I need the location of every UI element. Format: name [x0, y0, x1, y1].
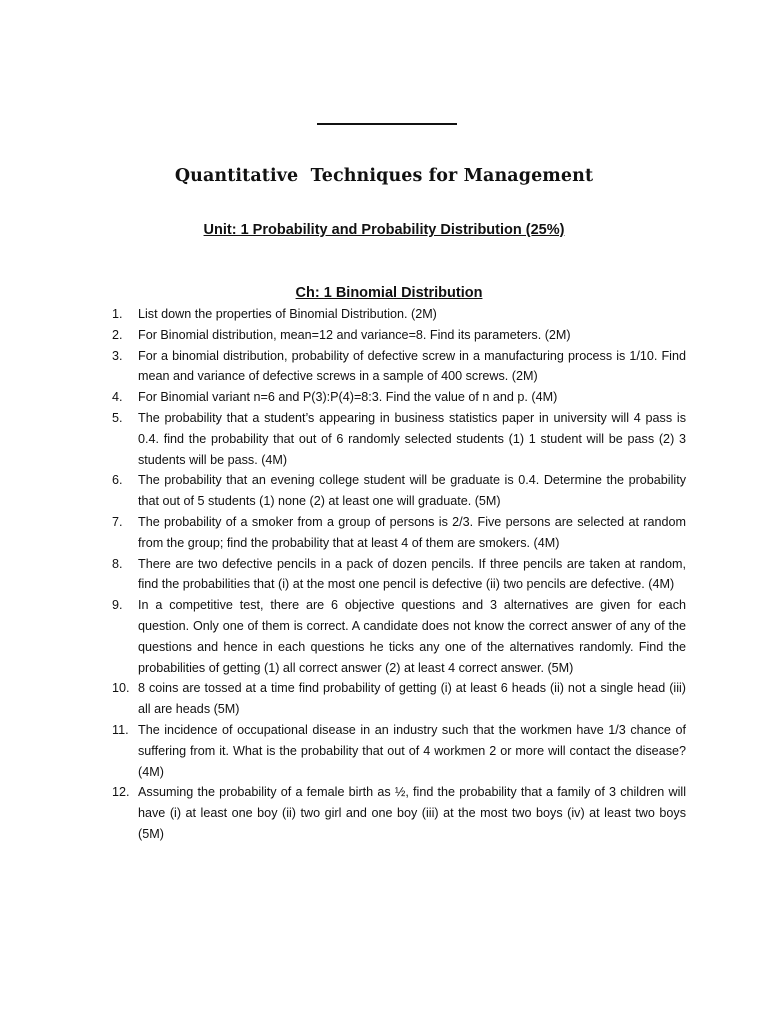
question-item [112, 678, 686, 720]
question-text: The probability that an evening college student will be graduate is 0.4. Determine the probability that out of 5 students (1) none (2) at least one will graduate. (5M) [138, 473, 686, 509]
question-number: 1. [112, 307, 123, 321]
question-text: In a competitive test, there are 6 objective questions and 3 alternatives are given for each question. Only one of them is correct. A candidate does not know the correct answer of any of the questions and hence in each questions he ticks any one of the alternatives randomly. Find the probabilities of getting (1) all correct answer (2) at least 4 correct answer. (5M) [138, 598, 686, 675]
question-text: The probability of a smoker from a group of persons is 2/3. Five persons are selected at random from the group; find the probability that at least 4 of them are smokers. (4M) [138, 514, 686, 550]
question-number: 6. [112, 473, 123, 488]
question-text: The probability that a student’s appearing in business statistics paper in university will 4 pass is 0.4. find the probability that out of 6 randomly selected students (1) 1 student will be pass (2) 3 students will be pass. (4M) [138, 410, 686, 467]
question-item [112, 325, 686, 346]
question-number: 10. [112, 681, 130, 696]
question-item [112, 782, 686, 844]
question-item [112, 595, 686, 678]
question-number: 7. [112, 514, 123, 529]
question-text: 8 coins are tossed at a time find probability of getting (i) at least 6 heads (ii) not a single head (iii) all are heads (5M) [138, 681, 686, 717]
question-text: Assuming the probability of a female birth as ½, find the probability that a family of 3 children will have (i) at least one boy (ii) two girl and one boy (iii) at the most two boys (iv) at least two boys (5M) [138, 785, 686, 841]
question-item [112, 470, 686, 512]
chapter-heading: Ch: 1 Binomial Distribution [295, 285, 483, 301]
question-item [112, 512, 686, 554]
question-number: 12. [112, 785, 130, 800]
question-number: 11. [112, 722, 129, 737]
question-item [112, 554, 686, 596]
question-item [112, 346, 686, 388]
question-item [112, 304, 686, 325]
question-text: For a binomial distribution, probability of defective screw in a manufacturing process is 1/10. Find mean and variance of defective screws in a sample of 400 screws. (2M) [138, 348, 686, 384]
question-item [112, 408, 686, 470]
question-text: For Binomial variant n=6 and P(3):P(4)=8:3. Find the value of n and p. (4M) [138, 390, 558, 405]
question-number: 9. [112, 598, 123, 613]
question-number: 4. [112, 390, 123, 405]
question-item [112, 387, 686, 408]
question-number: 5. [112, 410, 123, 425]
top-rule-divider [317, 123, 457, 125]
unit-heading: Unit: 1 Probability and Probability Distribution (25%) [203, 222, 565, 238]
question-number: 8. [112, 556, 123, 571]
question-text: For Binomial distribution, mean=12 and variance=8. Find its parameters. (2M) [138, 327, 571, 342]
question-text: The incidence of occupational disease in an industry such that the workmen have 1/3 chance of suffering from it. What is the probability that out of 4 workmen 2 or more will contact the disease? (4M) [138, 722, 686, 779]
question-item [112, 720, 686, 782]
question-list [112, 304, 686, 845]
question-text: There are two defective pencils in a pack of dozen pencils. If three pencils are taken at random, find the probabilities that (i) at the most one pencil is defective (ii) two pencils are defective. (4M) [138, 556, 686, 592]
question-number: 3. [112, 348, 123, 363]
document-title: Quantitative Techniques for Management [174, 166, 594, 186]
question-number: 2. [112, 327, 123, 342]
question-text: List down the properties of Binomial Distribution. (2M) [138, 307, 437, 321]
